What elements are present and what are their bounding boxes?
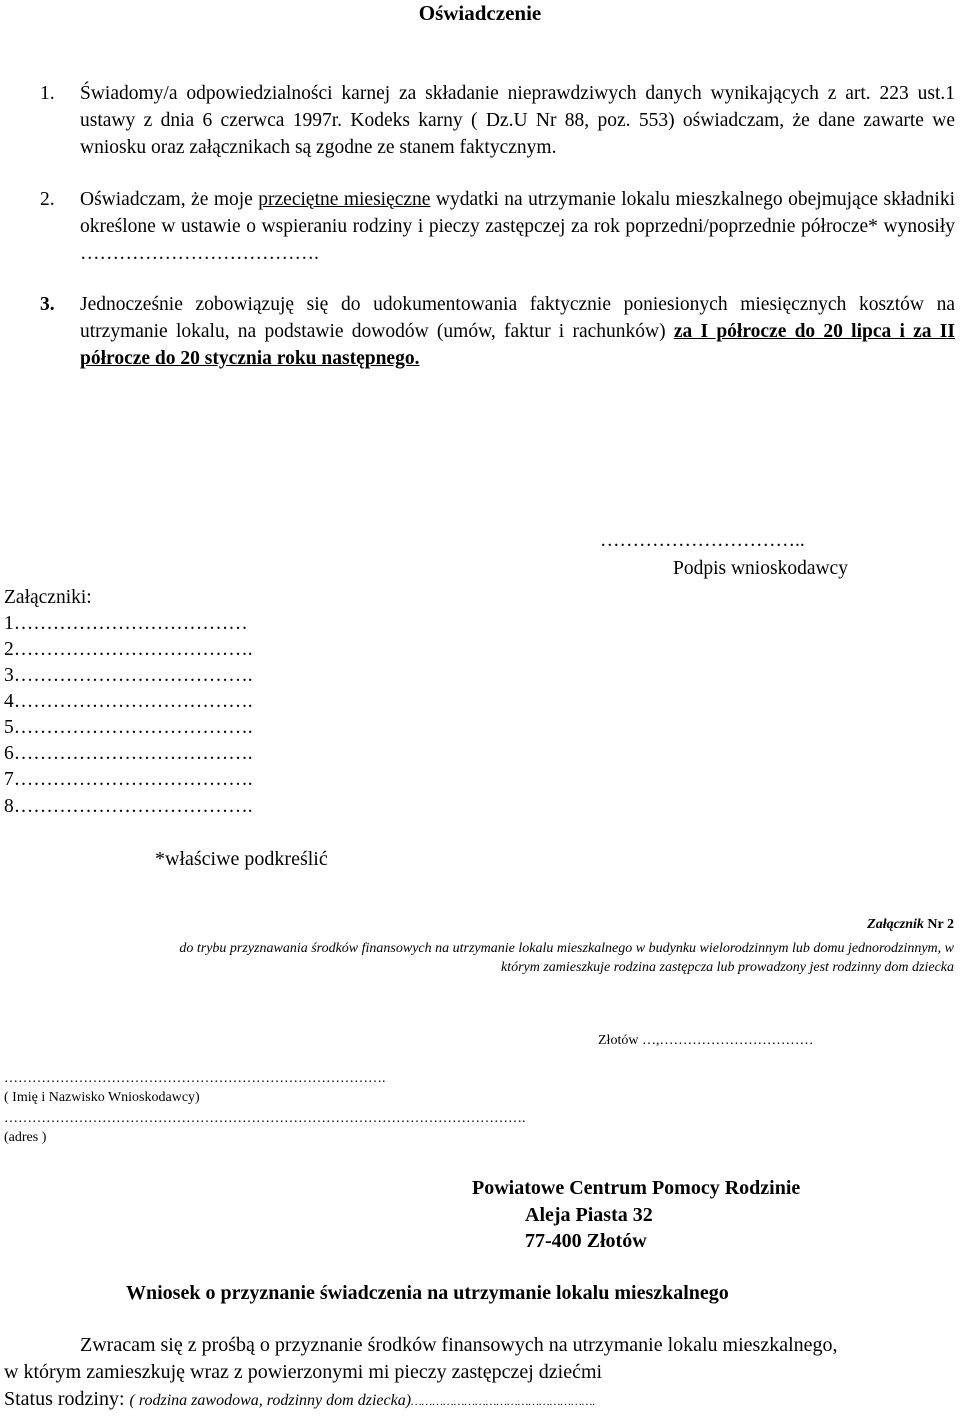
applicant-name-line: ………………………………………………………………………. [4, 1071, 386, 1086]
annex-description-line-2: którym zamieszkuje rodzina zastępcza lub prowadzony jest rodzinny dom dziecka [500, 960, 954, 975]
annex-description-line-1: do trybu przyznawania środków finansowych na utrzymanie lokalu mieszkalnego w budynku wielorodzinnym lub domu jednorodzinnym, w [179, 941, 954, 956]
annex-label-number: Nr 2 [923, 917, 954, 932]
item-2-text [80, 186, 955, 267]
item-3-text-plain: Jednocześnie zobowiązuję się do udokumentowania faktycznie poniesionych miesięcznych kosztów na utrzymanie lokalu, na podstawie dowodów (umów, faktur i rachunków) [80, 294, 955, 342]
signature-label: Podpis wnioskodawcy [673, 558, 848, 579]
item-2-underlined: przeciętne miesięczne [258, 189, 431, 210]
attachment-line-5: 5………………………………. [4, 717, 253, 738]
item-3-number: 3. [40, 294, 55, 315]
request-title: Wniosek o przyznanie świadczenia na utrzymanie lokalu mieszkalnego [126, 1282, 729, 1304]
family-status-options: ( rodzina zawodowa, rodzinny dom dziecka) [129, 1392, 412, 1409]
attachment-line-8: 8………………………………. [4, 796, 253, 817]
page-title: Oświadczenie [418, 1, 542, 25]
family-status-dots: ……………………………………………. [411, 1394, 596, 1408]
request-body-line-1: Zwracam się z prośbą o przyznanie środków finansowych na utrzymanie lokalu mieszkalnego, [80, 1334, 838, 1356]
annex-label-italic: Załącznik [867, 917, 924, 932]
item-3-text [80, 291, 955, 372]
footnote: *właściwe podkreślić [155, 848, 328, 870]
attachments-label: Załączniki: [4, 587, 92, 608]
signature-line: ………………………….. [600, 530, 805, 551]
family-status-label: Status rodziny: [4, 1388, 130, 1410]
attachment-line-7: 7………………………………. [4, 769, 253, 790]
recipient-street: Aleja Piasta 32 [525, 1204, 653, 1226]
request-body-line-2: w którym zamieszkuję wraz z powierzonymi mi pieczy zastępczej dziećmi [4, 1361, 603, 1383]
attachment-line-4: 4………………………………. [4, 691, 253, 712]
annex-label [867, 917, 954, 933]
family-status [4, 1388, 595, 1411]
recipient-name: Powiatowe Centrum Pomocy Rodzinie [472, 1177, 801, 1199]
recipient-city: 77-400 Złotów [525, 1230, 647, 1252]
applicant-name-label: ( Imię i Nazwisko Wnioskodawcy) [4, 1090, 200, 1105]
address-label: (adres ) [4, 1130, 47, 1145]
item-1-number: 1. [40, 83, 55, 104]
attachment-line-2: 2………………………………. [4, 639, 253, 660]
place-date: Złotów …,…………………………… [598, 1033, 814, 1048]
attachment-line-1: 1……………………………… [4, 613, 248, 634]
item-3-deadline: za I półrocze do 20 lipca i za II półrocze do 20 stycznia roku następnego. [80, 321, 955, 369]
item-1-text: Świadomy/a odpowiedzialności karnej za składanie nieprawdziwych danych wynikających z art. 223 ust.1 ustawy z dnia 6 czerwca 1997r. Kodeks karny ( Dz.U Nr 88, poz. 553) oświadczam, że dane zawarte we wniosku oraz załącznikach są zgodne ze stanem faktycznym. [80, 83, 955, 158]
attachment-line-3: 3………………………………. [4, 665, 253, 686]
item-2-number: 2. [40, 189, 55, 210]
item-2-text-after: wydatki na utrzymanie lokalu mieszkalnego obejmujące składniki określone w ustawie o wspieraniu rodziny i pieczy zastępczej za rok poprzedni/poprzednie półrocze* wynosiły ………………………………. [80, 189, 955, 264]
item-2-text-before: Oświadczam, że moje [80, 189, 259, 210]
attachment-line-6: 6………………………………. [4, 743, 253, 764]
address-line: …………………………………………………………………………………………………. [4, 1111, 526, 1126]
